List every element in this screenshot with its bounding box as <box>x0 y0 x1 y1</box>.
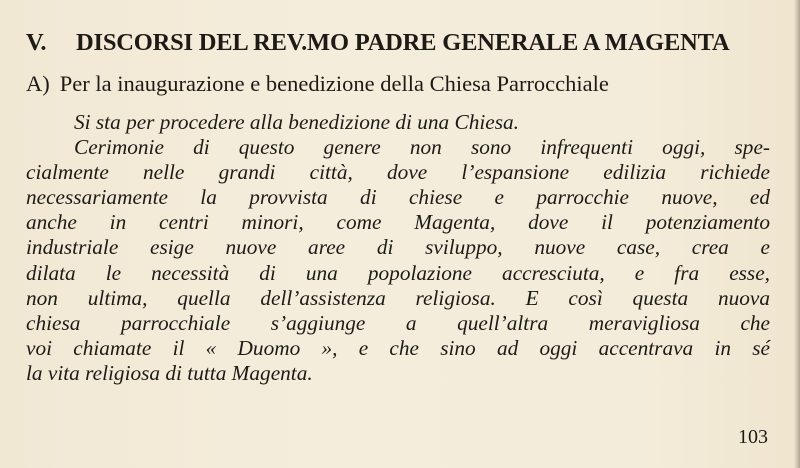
body-paragraphs <box>26 110 770 386</box>
body-line: anche in centri minori, come Magenta, dove il potenziamento <box>26 210 770 235</box>
section-letter: A) <box>26 71 50 96</box>
body-line: industriale esige nuove aree di sviluppo, nuove case, crea e <box>26 235 770 260</box>
body-line: non ultima, quella dell’assistenza religiosa. E così questa nuova <box>26 285 770 310</box>
body-line: chiesa parrocchiale s’aggiunge a quell’altra meravigliosa che <box>26 310 770 335</box>
chapter-title: DISCORSI DEL REV.MO PADRE GENERALE A MAGENTA <box>76 29 730 56</box>
chapter-number: V. <box>26 29 47 56</box>
body-line: necessariamente la provvista di chiese e parrocchie nuove, ed <box>26 185 770 210</box>
body-line: la vita religiosa di tutta Magenta. <box>26 360 313 385</box>
body-line: Cerimonie di questo genere non sono infrequenti oggi, spe- <box>74 135 770 160</box>
page-edge-shadow <box>794 0 800 468</box>
chapter-heading <box>26 28 730 58</box>
body-line: voi chiamate il « Duomo », e che sino ad oggi accentrava in sé <box>26 335 770 360</box>
body-line: Si sta per procedere alla benedizione di una Chiesa. <box>74 110 519 134</box>
page-number: 103 <box>738 426 768 448</box>
body-line: cialmente nelle grandi città, dove l’espansione edilizia richiede <box>26 160 770 185</box>
section-heading <box>26 69 609 99</box>
section-title: Per la inaugurazione e benedizione della Chiesa Parrocchiale <box>59 71 609 96</box>
body-line: dilata le necessità di una popolazione accresciuta, e fra esse, <box>26 260 770 285</box>
